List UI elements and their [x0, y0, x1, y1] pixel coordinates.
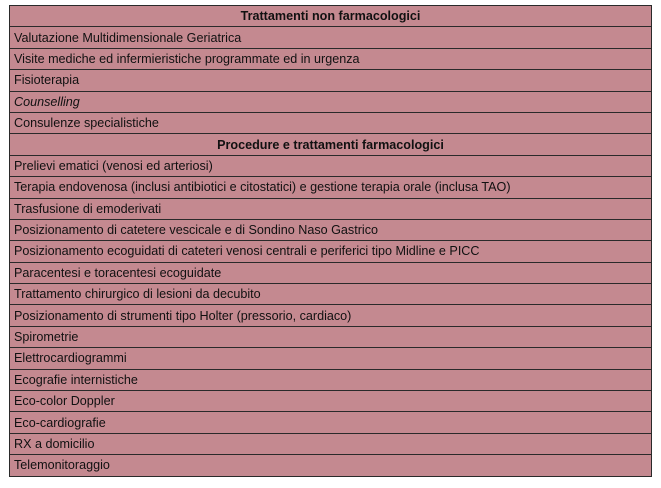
section-header-row [10, 134, 652, 155]
table-cell: Posizionamento di catetere vescicale e di Sondino Naso Gastrico [10, 219, 652, 240]
table-cell: Spirometrie [10, 326, 652, 347]
treatments-table [9, 5, 652, 477]
table-row [10, 326, 652, 347]
table-cell: Counselling [10, 91, 652, 112]
table-cell: Paracentesi e toracentesi ecoguidate [10, 262, 652, 283]
table-row [10, 455, 652, 476]
table-row [10, 177, 652, 198]
table-row [10, 369, 652, 390]
table-cell: Posizionamento di strumenti tipo Holter (pressorio, cardiaco) [10, 305, 652, 326]
treatments-table-body [10, 6, 652, 477]
table-cell: Trasfusione di emoderivati [10, 198, 652, 219]
table-cell: Consulenze specialistiche [10, 112, 652, 133]
table-cell: Visite mediche ed infermieristiche programmate ed in urgenza [10, 48, 652, 69]
table-cell: Elettrocardiogrammi [10, 348, 652, 369]
section-header-row [10, 6, 652, 27]
table-cell: RX a domicilio [10, 433, 652, 454]
table-cell: Trattamento chirurgico di lesioni da decubito [10, 284, 652, 305]
table-row [10, 412, 652, 433]
table-cell: Fisioterapia [10, 70, 652, 91]
table-cell: Terapia endovenosa (inclusi antibiotici e citostatici) e gestione terapia orale (inclusa TAO) [10, 177, 652, 198]
table-row [10, 305, 652, 326]
section-header-pharmacological: Procedure e trattamenti farmacologici [10, 134, 652, 155]
table-row [10, 348, 652, 369]
table-row [10, 27, 652, 48]
table-row [10, 112, 652, 133]
table-cell: Prelievi ematici (venosi ed arteriosi) [10, 155, 652, 176]
treatments-table-container [9, 5, 652, 477]
table-cell: Eco-color Doppler [10, 391, 652, 412]
table-row [10, 262, 652, 283]
table-row [10, 48, 652, 69]
table-row [10, 91, 652, 112]
section-header-non-pharmacological: Trattamenti non farmacologici [10, 6, 652, 27]
table-row [10, 241, 652, 262]
table-cell: Valutazione Multidimensionale Geriatrica [10, 27, 652, 48]
table-row [10, 155, 652, 176]
table-row [10, 219, 652, 240]
table-row [10, 284, 652, 305]
table-row [10, 391, 652, 412]
table-cell: Eco-cardiografie [10, 412, 652, 433]
table-cell: Ecografie internistiche [10, 369, 652, 390]
table-row [10, 70, 652, 91]
table-row [10, 433, 652, 454]
table-row [10, 198, 652, 219]
table-cell: Posizionamento ecoguidati di cateteri venosi centrali e periferici tipo Midline e PICC [10, 241, 652, 262]
table-cell: Telemonitoraggio [10, 455, 652, 476]
